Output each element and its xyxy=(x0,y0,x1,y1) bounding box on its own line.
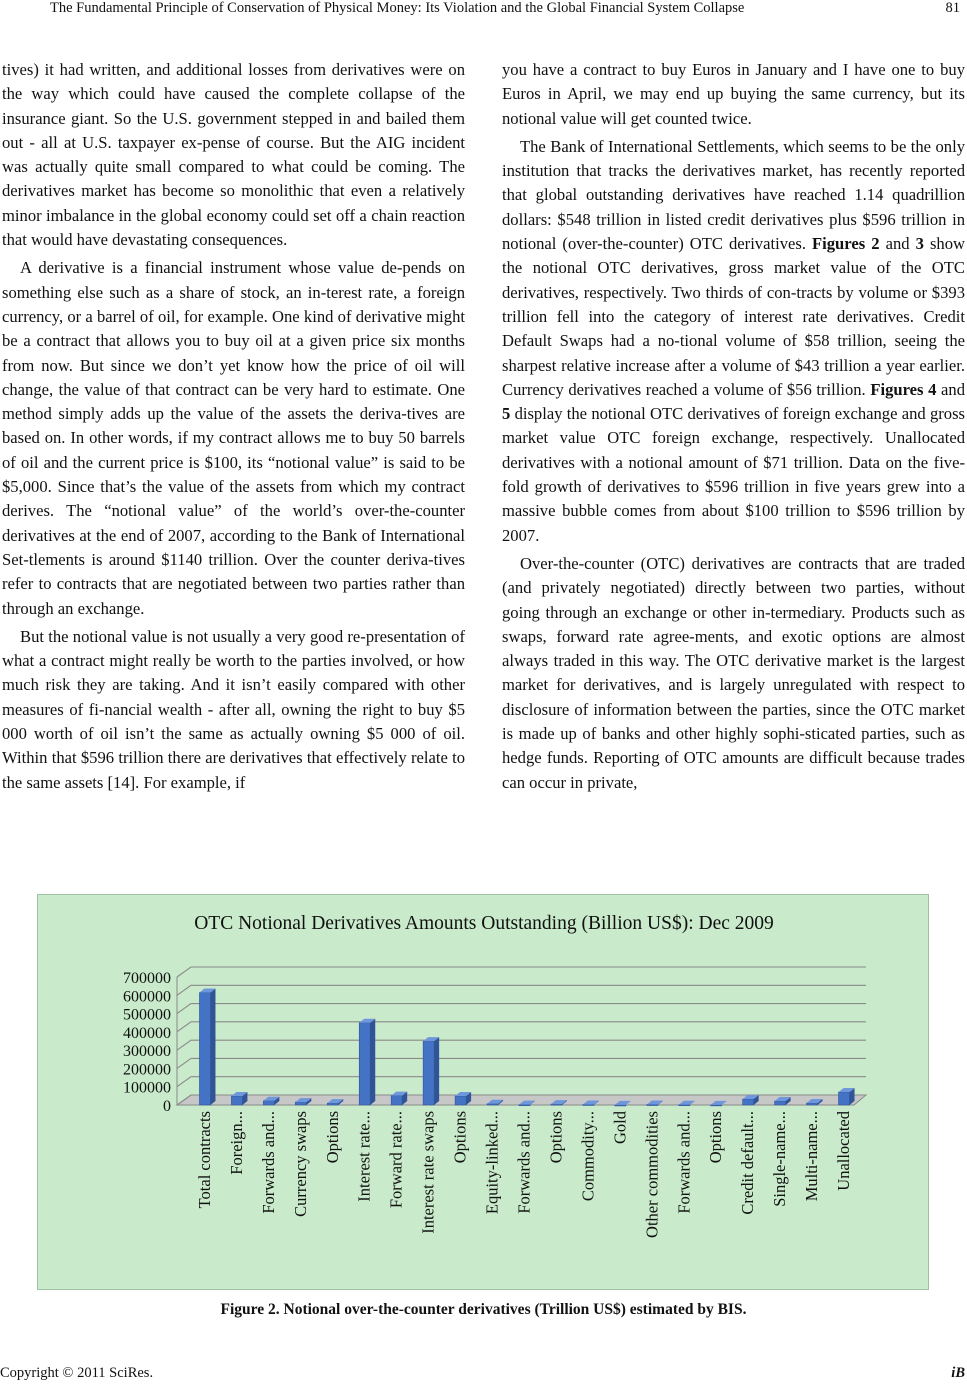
bar xyxy=(679,1105,690,1106)
bar xyxy=(615,1105,626,1106)
paragraph: But the notional value is not usually a very good re-presentation of what a contract might really be worth to the parties involved, or how much risk they are taking. And it isn’t easily compared with other measures of fi-nancial wealth - after all, owning the right to buy $5 000 worth of oil isn’t the same as actually owning $5 000 of oil. Within that $596 trillion there are derivatives that effectively relate to the same assets [14]. For example, if xyxy=(2,626,465,792)
x-tick-label: Interest rate swaps xyxy=(418,1111,438,1234)
x-tick-label: Commodity... xyxy=(578,1111,598,1202)
gridline xyxy=(177,1040,866,1050)
bar xyxy=(199,993,210,1105)
bar xyxy=(519,1105,530,1106)
x-tick-label: Forwards and... xyxy=(258,1111,278,1214)
running-header xyxy=(50,0,960,20)
paragraph-text: The Bank of International Settlements, which seems to be the only institution that tracks the derivatives market, has recently reported that global outstanding derivatives have reached 1.14 quadrillion dollars: $548 trillion in listed credit derivatives plus $596 trillion in notional (over-the-counter) OTC derivatives. xyxy=(502,136,965,254)
chart-area xyxy=(37,894,929,1290)
figure-ref[interactable]: 3 xyxy=(915,234,924,254)
gridline xyxy=(177,1022,866,1032)
figure-ref[interactable]: Figures 4 xyxy=(870,379,937,399)
page-footer xyxy=(0,1365,967,1385)
paragraph-text: and xyxy=(879,234,916,254)
x-tick-label: Gold xyxy=(610,1111,630,1144)
y-tick-label: 500000 xyxy=(123,1006,171,1024)
y-tick-label: 600000 xyxy=(123,988,171,1006)
bar xyxy=(807,1103,818,1105)
x-tick-label: Other commodities xyxy=(642,1111,662,1238)
x-tick-label: Foreign... xyxy=(226,1111,246,1175)
x-tick-label: Interest rate... xyxy=(354,1111,374,1202)
y-tick-label: 700000 xyxy=(123,970,171,987)
bar xyxy=(295,1102,306,1105)
figure-ref[interactable]: Figures 2 xyxy=(812,234,880,254)
x-tick-label: Forwards and... xyxy=(674,1111,694,1214)
x-tick-label: Options xyxy=(546,1111,566,1164)
bar xyxy=(487,1104,498,1105)
bar xyxy=(423,1041,434,1105)
paragraph xyxy=(502,135,965,548)
paragraph-text: and xyxy=(936,379,966,399)
chart-title: OTC Notional Derivatives Amounts Outstanding (Billion US$): Dec 2009 xyxy=(194,913,774,934)
x-tick-label: Options xyxy=(322,1111,342,1164)
bar xyxy=(263,1101,274,1105)
gridline xyxy=(177,985,866,995)
gridline xyxy=(177,967,866,977)
x-tick-label: Equity-linked... xyxy=(482,1111,502,1215)
bar xyxy=(647,1105,658,1106)
y-tick-label: 400000 xyxy=(123,1024,171,1042)
bar xyxy=(711,1105,722,1106)
running-title: The Fundamental Principle of Conservation of Physical Money: Its Violation and the Global Financial System Collapse xyxy=(50,0,745,16)
bar xyxy=(327,1103,338,1105)
bar xyxy=(743,1099,754,1105)
journal-mark: iB xyxy=(951,1365,965,1381)
y-tick-label: 0 xyxy=(163,1098,171,1115)
y-tick-label: 100000 xyxy=(123,1079,171,1097)
bar xyxy=(775,1101,786,1105)
gridline xyxy=(177,1077,866,1087)
bar-side xyxy=(434,1037,439,1105)
paragraph-text: show the notional OTC derivatives, gross market value of the OTC derivatives, respectively. Two thirds of con-tracts by volume or $393 trillion fell into the category of interest rate derivatives. Credit Default Swaps had a no-tional volume of $58 trillion, seeing the sharpest relative increase after a volume of $43 trillion a year earlier. Currency derivatives reached a volume of $56 trillion. xyxy=(502,234,965,399)
y-tick-label: 200000 xyxy=(123,1061,171,1079)
bar xyxy=(391,1096,402,1105)
paragraph: Over-the-counter (OTC) derivatives are contracts that are traded (and privately negotiated) directly between two parties, without going through an exchange or other in-termediary. Products such as swaps, forward rate agree-ments, and exotic options are almost always traded in this way. The OTC derivative market is the largest market for derivatives, and is largely unregulated with respect to disclosure of information between the parties, since the OTC market is made up of banks and other highly sophi-sticated parties, such as hedge funds. Reporting of OTC amounts are difficult because trades can occur in private, xyxy=(502,553,965,792)
bar-side xyxy=(370,1019,375,1105)
paragraph: tives) it had written, and additional losses from derivatives were on the way which could have caused the complete collapse of the insurance giant. So the U.S. government stepped in and bailed them out - all at U.S. taxpayer ex-pense of course. But the AIG incident was actually quite small compared to what could be coming. The derivatives market has become so monolithic that even a relatively minor imbalance in the global economy could set off a chain reaction that would have devastating consequences. xyxy=(2,60,465,250)
bar xyxy=(359,1023,370,1105)
x-tick-label: Unallocated xyxy=(834,1111,854,1191)
x-tick-label: Single-name... xyxy=(770,1111,790,1207)
copyright-notice: Copyright © 2011 SciRes. xyxy=(0,1365,154,1381)
x-tick-label: Credit default... xyxy=(738,1111,758,1215)
paragraph: you have a contract to buy Euros in January and I have one to buy Euros in April, we may end up buying the same currency, but its notional value will get counted twice. xyxy=(502,60,965,128)
bar xyxy=(839,1092,850,1105)
bar xyxy=(551,1104,562,1105)
bar xyxy=(583,1104,594,1105)
paragraph: A derivative is a financial instrument whose value de-pends on something else such as a share of stock, an in-terest rate, a foreign currency, or a barrel of oil, for example. One kind of derivative might be a contract that allows you to buy oil at a given price six months from now. But since we don’t yet know how the price of oil will change, the value of that contract can be very hard to estimate. One method simply adds up the value of the assets the deriva-tives are based on. In other words, if my contract allows me to buy 50 barrels of oil and the current price is $100, its “notional value” is said to be $5,000. Since that’s the value of the assets from which my contract derives. The “notional value” of the world’s over-the-counter derivatives at the end of 2007, according to the Bank of International Set-tlements is around $1140 trillion. Over the counter deriva-tives refer to contracts that are negotiated between two parties rather than through an exchange. xyxy=(2,258,465,618)
bar xyxy=(455,1096,466,1105)
y-tick-label: 300000 xyxy=(123,1043,171,1061)
gridline xyxy=(177,1004,866,1014)
figure-caption: Figure 2. Notional over-the-counter derivatives (Trillion US$) estimated by BIS. xyxy=(220,1301,747,1318)
page-number: 81 xyxy=(945,0,960,16)
x-tick-label: Options xyxy=(450,1111,470,1164)
x-tick-label: Options xyxy=(706,1111,726,1164)
x-tick-label: Currency swaps xyxy=(290,1111,310,1217)
bar-side xyxy=(210,989,215,1105)
left-column xyxy=(2,58,465,795)
bar-chart xyxy=(38,895,930,1291)
x-tick-label: Total contracts xyxy=(194,1111,214,1209)
paragraph-text: display the notional OTC derivatives of foreign exchange and gross market value OTC foreign exchange, respectively. Unallocated derivatives with a notional amount of $71 trillion. Data on the five-fold growth of derivatives to $596 trillion in five years grew into a massive bubble comes from about $100 trillion to $596 trillion by 2007. xyxy=(502,404,965,545)
x-tick-label: Forward rate... xyxy=(386,1111,406,1209)
x-tick-label: Multi-name... xyxy=(802,1111,822,1202)
bar xyxy=(231,1096,242,1105)
figure-ref[interactable]: 5 xyxy=(502,404,511,424)
x-tick-label: Forwards and... xyxy=(514,1111,534,1214)
gridline xyxy=(177,1058,866,1068)
right-column xyxy=(502,58,965,795)
